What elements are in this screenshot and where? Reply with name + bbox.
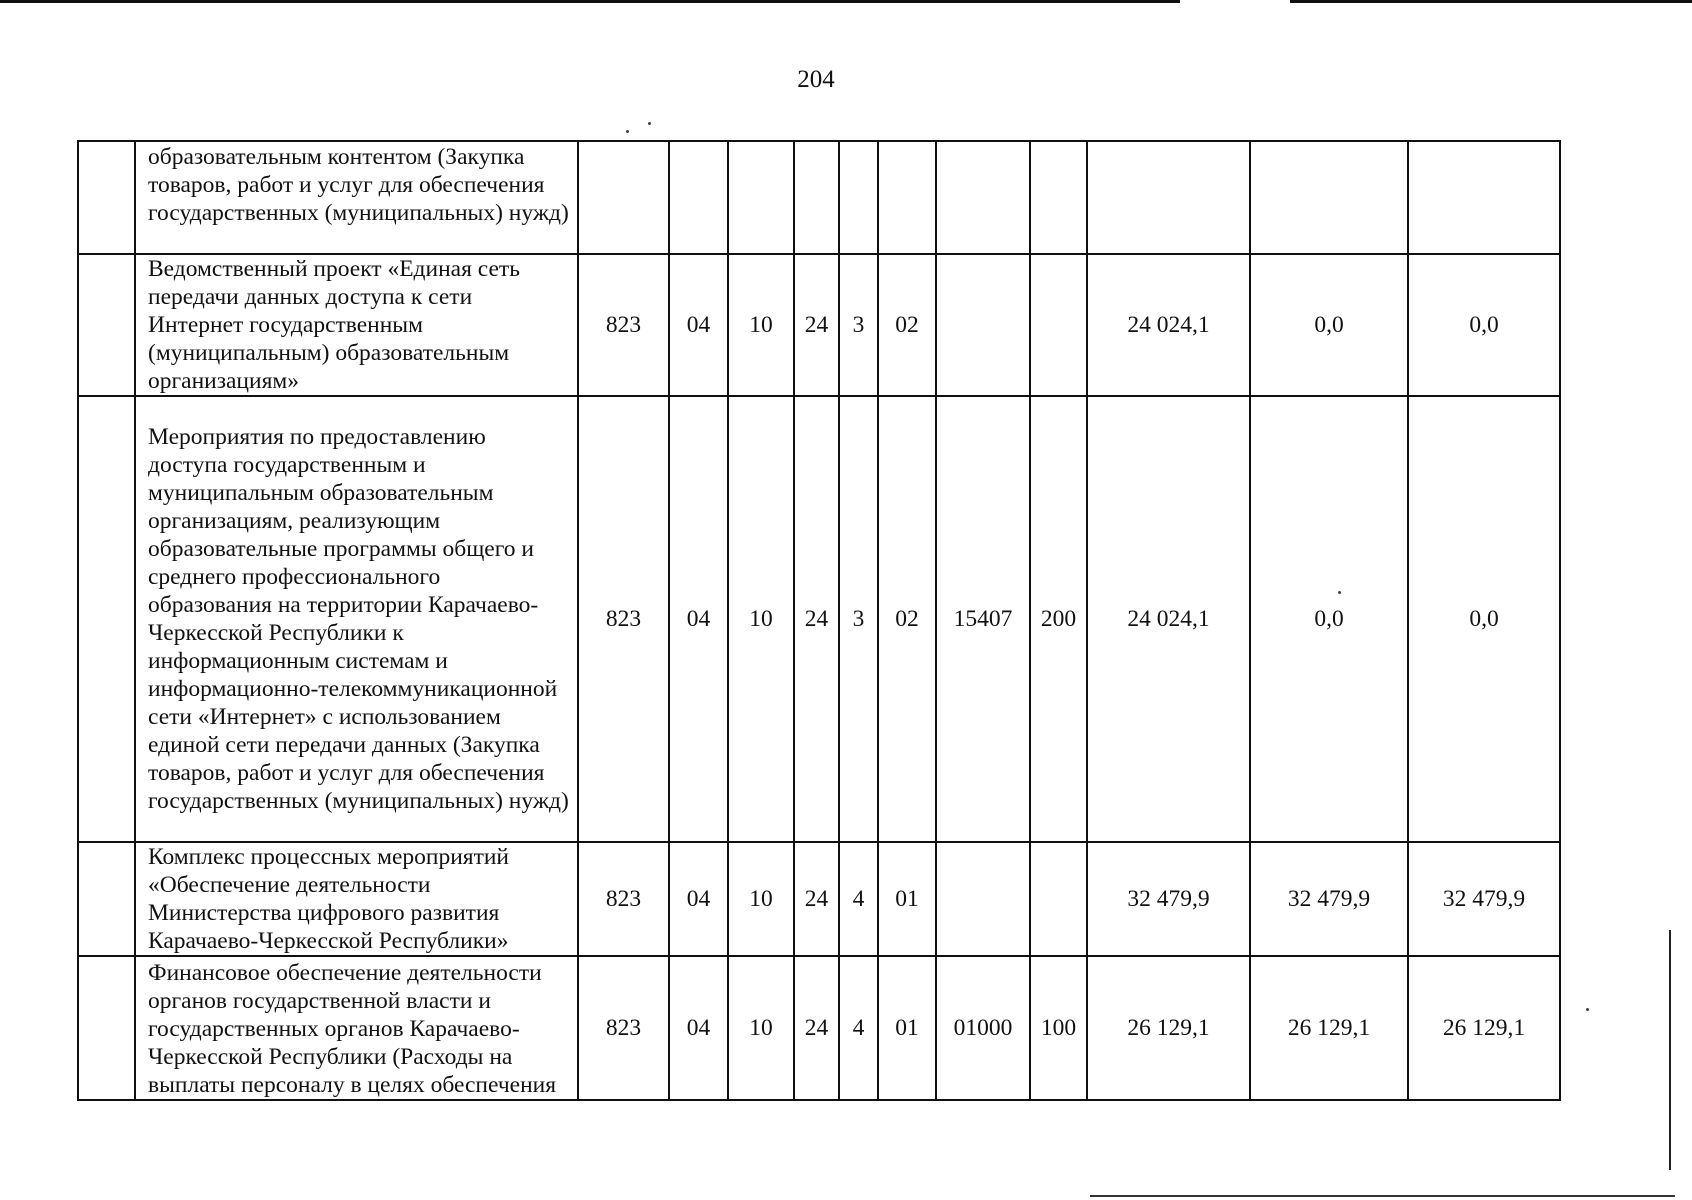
scan-top-gap <box>1180 0 1290 3</box>
expense-type-cell <box>1030 254 1087 396</box>
description-cell: Финансовое обеспечение деятельности органов государственной власти и государственных органов Карачаево-Черкесской Республики (Расходы на выплаты персоналу в целях обеспечения <box>135 956 578 1100</box>
scan-bottom-edge <box>1090 1195 1675 1197</box>
table-row <box>78 141 1560 254</box>
ministry-code-cell <box>578 141 669 254</box>
expense-type-cell: 100 <box>1030 956 1087 1100</box>
amount-cell: 26 129,1 <box>1408 956 1560 1100</box>
program-code-cell: 24 <box>794 396 839 842</box>
budget-table <box>77 140 1561 1101</box>
expense-type-cell: 200 <box>1030 396 1087 842</box>
scan-right-edge <box>1669 930 1671 1170</box>
table-row <box>78 396 1560 842</box>
scan-speck <box>648 122 651 125</box>
amount-cell <box>1250 141 1408 254</box>
amount-cell: 32 479,9 <box>1250 842 1408 956</box>
section-code-cell: 04 <box>669 396 728 842</box>
ministry-code-cell: 823 <box>578 254 669 396</box>
section-code-cell: 04 <box>669 956 728 1100</box>
amount-cell: 0,0 <box>1250 254 1408 396</box>
subsection-code-cell: 10 <box>728 842 794 956</box>
index-cell <box>78 396 135 842</box>
direction-code-cell <box>936 842 1030 956</box>
amount-cell <box>1087 141 1250 254</box>
amount-cell: 0,0 <box>1250 396 1408 842</box>
amount-cell: 26 129,1 <box>1087 956 1250 1100</box>
program-code-cell: 24 <box>794 842 839 956</box>
program-code-cell: 24 <box>794 956 839 1100</box>
structure-code-cell: 4 <box>839 956 878 1100</box>
structure-code-cell: 4 <box>839 842 878 956</box>
description-cell: Мероприятия по предоставлению доступа государственным и муниципальным образовательным организациям, реализующим образовательные программы общего и среднего профессионального образования на территории Карачаево-Черкесской Республики к информационным системам и информационно-телекоммуникационной сети «Интернет» с использованием единой сети передачи данных (Закупка товаров, работ и услуг для обеспечения государственных (муниципальных) нужд) <box>135 396 578 842</box>
event-code-cell: 02 <box>878 396 936 842</box>
section-code-cell <box>669 141 728 254</box>
structure-code-cell: 3 <box>839 254 878 396</box>
section-code-cell: 04 <box>669 842 728 956</box>
amount-cell: 32 479,9 <box>1087 842 1250 956</box>
description-cell: Ведомственный проект «Единая сеть передачи данных доступа к сети Интернет государственным (муниципальным) образовательным организациям» <box>135 254 578 396</box>
program-code-cell <box>794 141 839 254</box>
event-code-cell: 01 <box>878 842 936 956</box>
amount-cell: 0,0 <box>1408 254 1560 396</box>
program-code-cell: 24 <box>794 254 839 396</box>
table-row <box>78 956 1560 1100</box>
subsection-code-cell: 10 <box>728 254 794 396</box>
index-cell <box>78 842 135 956</box>
ministry-code-cell: 823 <box>578 842 669 956</box>
amount-cell: 26 129,1 <box>1250 956 1408 1100</box>
direction-code-cell: 15407 <box>936 396 1030 842</box>
description-cell: Комплекс процессных мероприятий «Обеспечение деятельности Министерства цифрового развития Карачаево-Черкесской Республики» <box>135 842 578 956</box>
expense-type-cell <box>1030 842 1087 956</box>
page-number: 204 <box>797 66 835 93</box>
subsection-code-cell <box>728 141 794 254</box>
event-code-cell <box>878 141 936 254</box>
structure-code-cell: 3 <box>839 396 878 842</box>
amount-cell: 0,0 <box>1408 396 1560 842</box>
amount-cell: 24 024,1 <box>1087 396 1250 842</box>
description-cell: образовательным контентом (Закупка товаров, работ и услуг для обеспечения государственных (муниципальных) нужд) <box>135 141 578 254</box>
table-row <box>78 254 1560 396</box>
index-cell <box>78 254 135 396</box>
index-cell <box>78 141 135 254</box>
table-row <box>78 842 1560 956</box>
amount-cell <box>1408 141 1560 254</box>
event-code-cell: 01 <box>878 956 936 1100</box>
expense-type-cell <box>1030 141 1087 254</box>
scan-top-edge <box>0 0 1692 3</box>
direction-code-cell: 01000 <box>936 956 1030 1100</box>
event-code-cell: 02 <box>878 254 936 396</box>
direction-code-cell <box>936 141 1030 254</box>
direction-code-cell <box>936 254 1030 396</box>
subsection-code-cell: 10 <box>728 396 794 842</box>
ministry-code-cell: 823 <box>578 956 669 1100</box>
scan-speck <box>1586 1008 1589 1011</box>
scan-speck <box>626 130 629 133</box>
subsection-code-cell: 10 <box>728 956 794 1100</box>
ministry-code-cell: 823 <box>578 396 669 842</box>
structure-code-cell <box>839 141 878 254</box>
amount-cell: 24 024,1 <box>1087 254 1250 396</box>
amount-cell: 32 479,9 <box>1408 842 1560 956</box>
section-code-cell: 04 <box>669 254 728 396</box>
index-cell <box>78 956 135 1100</box>
